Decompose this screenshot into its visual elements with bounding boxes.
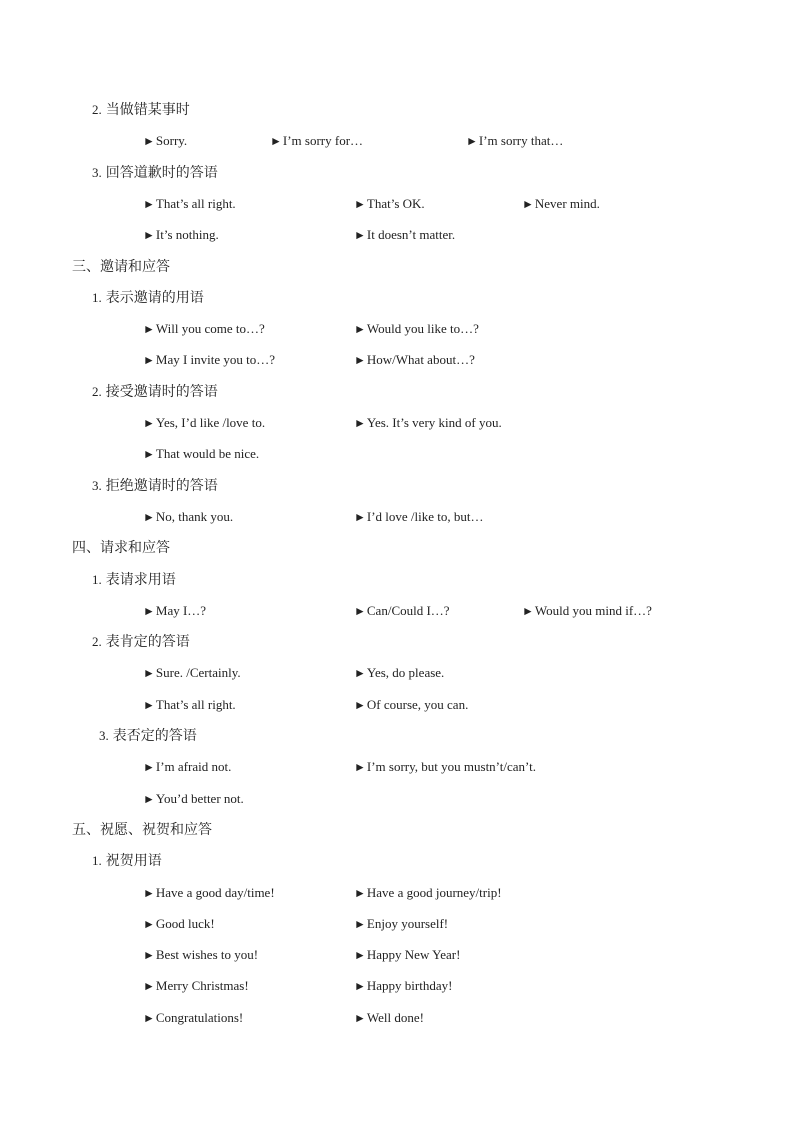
section-heading: 四、请求和应答 [72, 540, 170, 556]
subsection-number: 3. [99, 728, 109, 743]
phrase-text: I’d love /like to, but… [366, 509, 484, 524]
phrase-text: Best wishes to you! [155, 947, 259, 962]
subsection-heading [92, 475, 218, 497]
subsection-title: 表肯定的答语 [105, 634, 190, 650]
phrase-item [143, 349, 275, 371]
subsection-heading [92, 631, 190, 653]
phrase-text: Will you come to…? [155, 321, 265, 336]
phrase-text: Of course, you can. [366, 697, 469, 712]
phrase-text: I’m sorry, but you mustn’t/can’t. [366, 759, 536, 774]
phrase-text: Merry Christmas! [155, 978, 249, 993]
subsection-title: 表否定的答语 [112, 728, 197, 744]
bullet-arrow-icon: ► [143, 134, 155, 148]
subsection-title: 祝贺用语 [105, 853, 162, 869]
phrase-text: It doesn’t matter. [366, 227, 456, 242]
phrase-item [143, 788, 244, 810]
bullet-arrow-icon: ► [354, 416, 366, 430]
phrase-text: I’m sorry for… [282, 133, 364, 148]
phrase-item [354, 193, 425, 215]
bullet-arrow-icon: ► [354, 666, 366, 680]
bullet-arrow-icon: ► [354, 948, 366, 962]
phrase-item [143, 412, 265, 434]
bullet-arrow-icon: ► [143, 322, 155, 336]
subsection-heading [99, 725, 197, 747]
phrase-item [143, 318, 265, 340]
bullet-arrow-icon: ► [354, 917, 366, 931]
phrase-text: Can/Could I…? [366, 603, 450, 618]
phrase-item [354, 1007, 424, 1029]
bullet-arrow-icon: ► [143, 792, 155, 806]
phrase-text: Good luck! [155, 916, 215, 931]
phrase-item [354, 944, 460, 966]
phrase-text: Happy birthday! [366, 978, 453, 993]
phrase-item [354, 349, 475, 371]
phrase-text: Yes, do please. [366, 665, 445, 680]
phrase-item [143, 130, 187, 152]
phrase-item [522, 600, 652, 622]
phrase-item [143, 662, 241, 684]
phrase-text: You’d better not. [155, 791, 244, 806]
subsection-heading [92, 850, 162, 872]
phrase-item [143, 694, 236, 716]
subsection-number: 3. [92, 478, 102, 493]
bullet-arrow-icon: ► [354, 510, 366, 524]
bullet-arrow-icon: ► [522, 197, 534, 211]
bullet-arrow-icon: ► [143, 948, 155, 962]
bullet-arrow-icon: ► [143, 698, 155, 712]
phrase-item [522, 193, 600, 215]
phrase-item [143, 944, 258, 966]
phrase-text: That’s OK. [366, 196, 425, 211]
bullet-arrow-icon: ► [354, 698, 366, 712]
phrase-text: Would you like to…? [366, 321, 479, 336]
bullet-arrow-icon: ► [143, 197, 155, 211]
subsection-number: 2. [92, 634, 102, 649]
bullet-arrow-icon: ► [143, 228, 155, 242]
subsection-number: 3. [92, 165, 102, 180]
subsection-title: 表示邀请的用语 [105, 290, 204, 306]
phrase-item [143, 975, 249, 997]
subsection-title: 当做错某事时 [105, 102, 190, 118]
phrase-item [143, 443, 259, 465]
subsection-title: 表请求用语 [105, 572, 176, 588]
phrase-text: No, thank you. [155, 509, 234, 524]
phrase-text: Have a good journey/trip! [366, 885, 502, 900]
phrase-item [354, 975, 452, 997]
subsection-title: 拒绝邀请时的答语 [105, 478, 218, 494]
phrase-text: It’s nothing. [155, 227, 219, 242]
subsection-title: 回答道歉时的答语 [105, 165, 218, 181]
phrase-text: How/What about…? [366, 352, 475, 367]
bullet-arrow-icon: ► [143, 886, 155, 900]
bullet-arrow-icon: ► [354, 228, 366, 242]
phrase-item [143, 224, 219, 246]
section-heading: 三、邀请和应答 [72, 259, 170, 275]
subsection-title: 接受邀请时的答语 [105, 384, 218, 400]
phrase-text: That’s all right. [155, 697, 236, 712]
phrase-text: May I invite you to…? [155, 352, 276, 367]
phrase-item [354, 412, 502, 434]
phrase-item [354, 882, 502, 904]
phrase-item [143, 1007, 243, 1029]
bullet-arrow-icon: ► [143, 604, 155, 618]
phrase-item [354, 913, 448, 935]
phrase-text: Have a good day/time! [155, 885, 275, 900]
bullet-arrow-icon: ► [354, 197, 366, 211]
phrase-text: I’m afraid not. [155, 759, 232, 774]
phrase-text: Never mind. [534, 196, 600, 211]
bullet-arrow-icon: ► [354, 886, 366, 900]
phrase-item [354, 662, 444, 684]
phrase-text: Happy New Year! [366, 947, 461, 962]
phrase-text: Yes, I’d like /love to. [155, 415, 266, 430]
bullet-arrow-icon: ► [354, 604, 366, 618]
phrase-text: That’s all right. [155, 196, 236, 211]
subsection-heading [92, 287, 204, 309]
bullet-arrow-icon: ► [270, 134, 282, 148]
subsection-number: 2. [92, 102, 102, 117]
phrase-item [143, 913, 215, 935]
phrase-text: That would be nice. [155, 446, 260, 461]
bullet-arrow-icon: ► [354, 979, 366, 993]
subsection-heading [92, 162, 218, 184]
bullet-arrow-icon: ► [143, 917, 155, 931]
bullet-arrow-icon: ► [143, 666, 155, 680]
bullet-arrow-icon: ► [143, 1011, 155, 1025]
phrase-item [143, 882, 275, 904]
bullet-arrow-icon: ► [354, 1011, 366, 1025]
bullet-arrow-icon: ► [522, 604, 534, 618]
bullet-arrow-icon: ► [143, 416, 155, 430]
bullet-arrow-icon: ► [466, 134, 478, 148]
phrase-item [354, 318, 479, 340]
phrase-item [143, 193, 236, 215]
phrase-text: May I…? [155, 603, 207, 618]
phrase-item [354, 224, 455, 246]
phrase-text: Enjoy yourself! [366, 916, 449, 931]
phrase-text: Sorry. [155, 133, 188, 148]
subsection-heading [92, 381, 218, 403]
bullet-arrow-icon: ► [143, 760, 155, 774]
subsection-number: 1. [92, 290, 102, 305]
bullet-arrow-icon: ► [354, 760, 366, 774]
phrase-text: Would you mind if…? [534, 603, 652, 618]
subsection-number: 2. [92, 384, 102, 399]
phrase-item [143, 506, 233, 528]
bullet-arrow-icon: ► [143, 447, 155, 461]
subsection-heading [92, 99, 190, 121]
phrase-text: Well done! [366, 1010, 424, 1025]
section-heading: 五、祝愿、祝贺和应答 [72, 822, 212, 838]
phrase-item [354, 756, 536, 778]
phrase-item [354, 694, 468, 716]
bullet-arrow-icon: ► [354, 353, 366, 367]
bullet-arrow-icon: ► [143, 510, 155, 524]
phrase-item [143, 600, 206, 622]
phrase-item [143, 756, 231, 778]
bullet-arrow-icon: ► [143, 353, 155, 367]
phrase-text: Congratulations! [155, 1010, 244, 1025]
subsection-number: 1. [92, 853, 102, 868]
bullet-arrow-icon: ► [354, 322, 366, 336]
phrase-item [354, 600, 450, 622]
phrase-item [354, 506, 484, 528]
phrase-text: Yes. It’s very kind of you. [366, 415, 502, 430]
subsection-heading [92, 569, 176, 591]
bullet-arrow-icon: ► [143, 979, 155, 993]
phrase-text: I’m sorry that… [478, 133, 564, 148]
subsection-number: 1. [92, 572, 102, 587]
phrase-text: Sure. /Certainly. [155, 665, 241, 680]
phrase-item [466, 130, 563, 152]
phrase-item [270, 130, 363, 152]
